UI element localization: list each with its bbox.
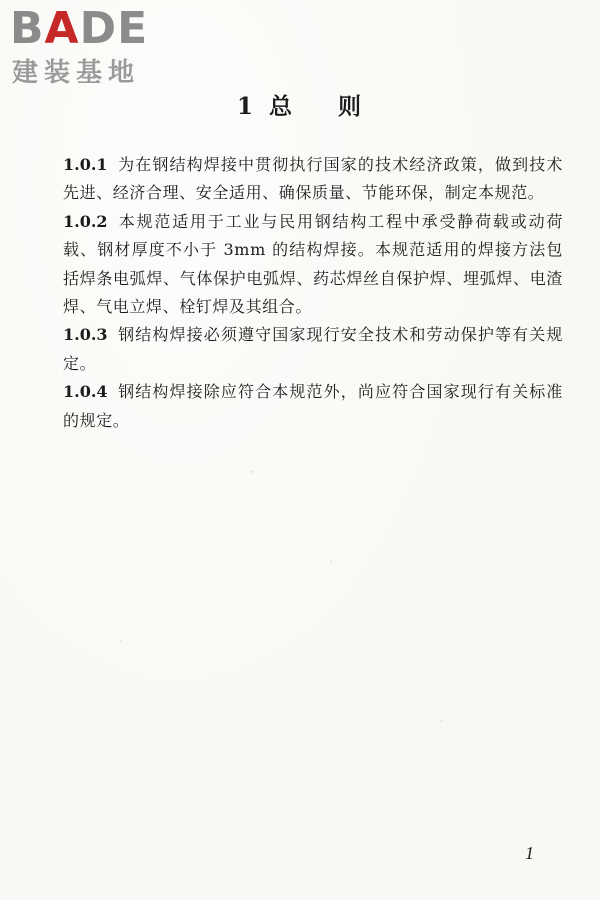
clause-1-0-1 <box>63 151 563 208</box>
page-number: 1 <box>525 843 534 863</box>
chapter-title-part2: 则 <box>338 93 363 120</box>
brand-letter-b: B <box>10 3 45 54</box>
clause-number: 1.0.3 <box>63 325 108 345</box>
paper-speck <box>250 470 253 473</box>
clause-text: 本规范适用于工业与民用钢结构工程中承受静荷载或动荷载、钢材厚度不小于 3mm 的结构焊接。本规范适用的焊接方法包括焊条电弧焊、气体保护电弧焊、药芯焊丝自保护焊、埋弧焊、电渣焊、气电立焊、栓钉焊及其组合。 <box>63 211 563 317</box>
brand-letter-a: A <box>44 3 80 54</box>
chapter-title-part1: 总 <box>269 93 294 120</box>
chapter-title <box>0 88 600 121</box>
paper-speck <box>120 640 122 642</box>
chapter-number: 1 <box>236 93 255 120</box>
brand-letter-e: E <box>117 3 149 54</box>
brand-logo-subtitle: 建装基地 <box>12 58 141 88</box>
clause-number: 1.0.4 <box>63 382 108 402</box>
clause-1-0-3 <box>63 321 563 378</box>
clause-text: 为在钢结构焊接中贯彻执行国家的技术经济政策，做到技术先进、经济合理、安全适用、确保质量、节能环保，制定本规范。 <box>63 155 563 203</box>
clause-text: 钢结构焊接除应符合本规范外，尚应符合国家现行有关标准的规定。 <box>63 382 563 430</box>
clause-number: 1.0.1 <box>63 155 108 174</box>
clause-1-0-2 <box>63 208 563 322</box>
clause-1-0-4 <box>63 378 563 435</box>
brand-logo-wordmark <box>10 4 148 54</box>
clause-text: 钢结构焊接必须遵守国家现行安全技术和劳动保护等有关规定。 <box>63 325 563 373</box>
clause-number: 1.0.2 <box>63 211 108 231</box>
brand-letter-d: D <box>79 3 118 54</box>
clause-list <box>63 151 563 435</box>
paper-speck <box>440 720 443 722</box>
paper-speck <box>330 560 332 562</box>
brand-watermark-logo <box>6 4 176 94</box>
